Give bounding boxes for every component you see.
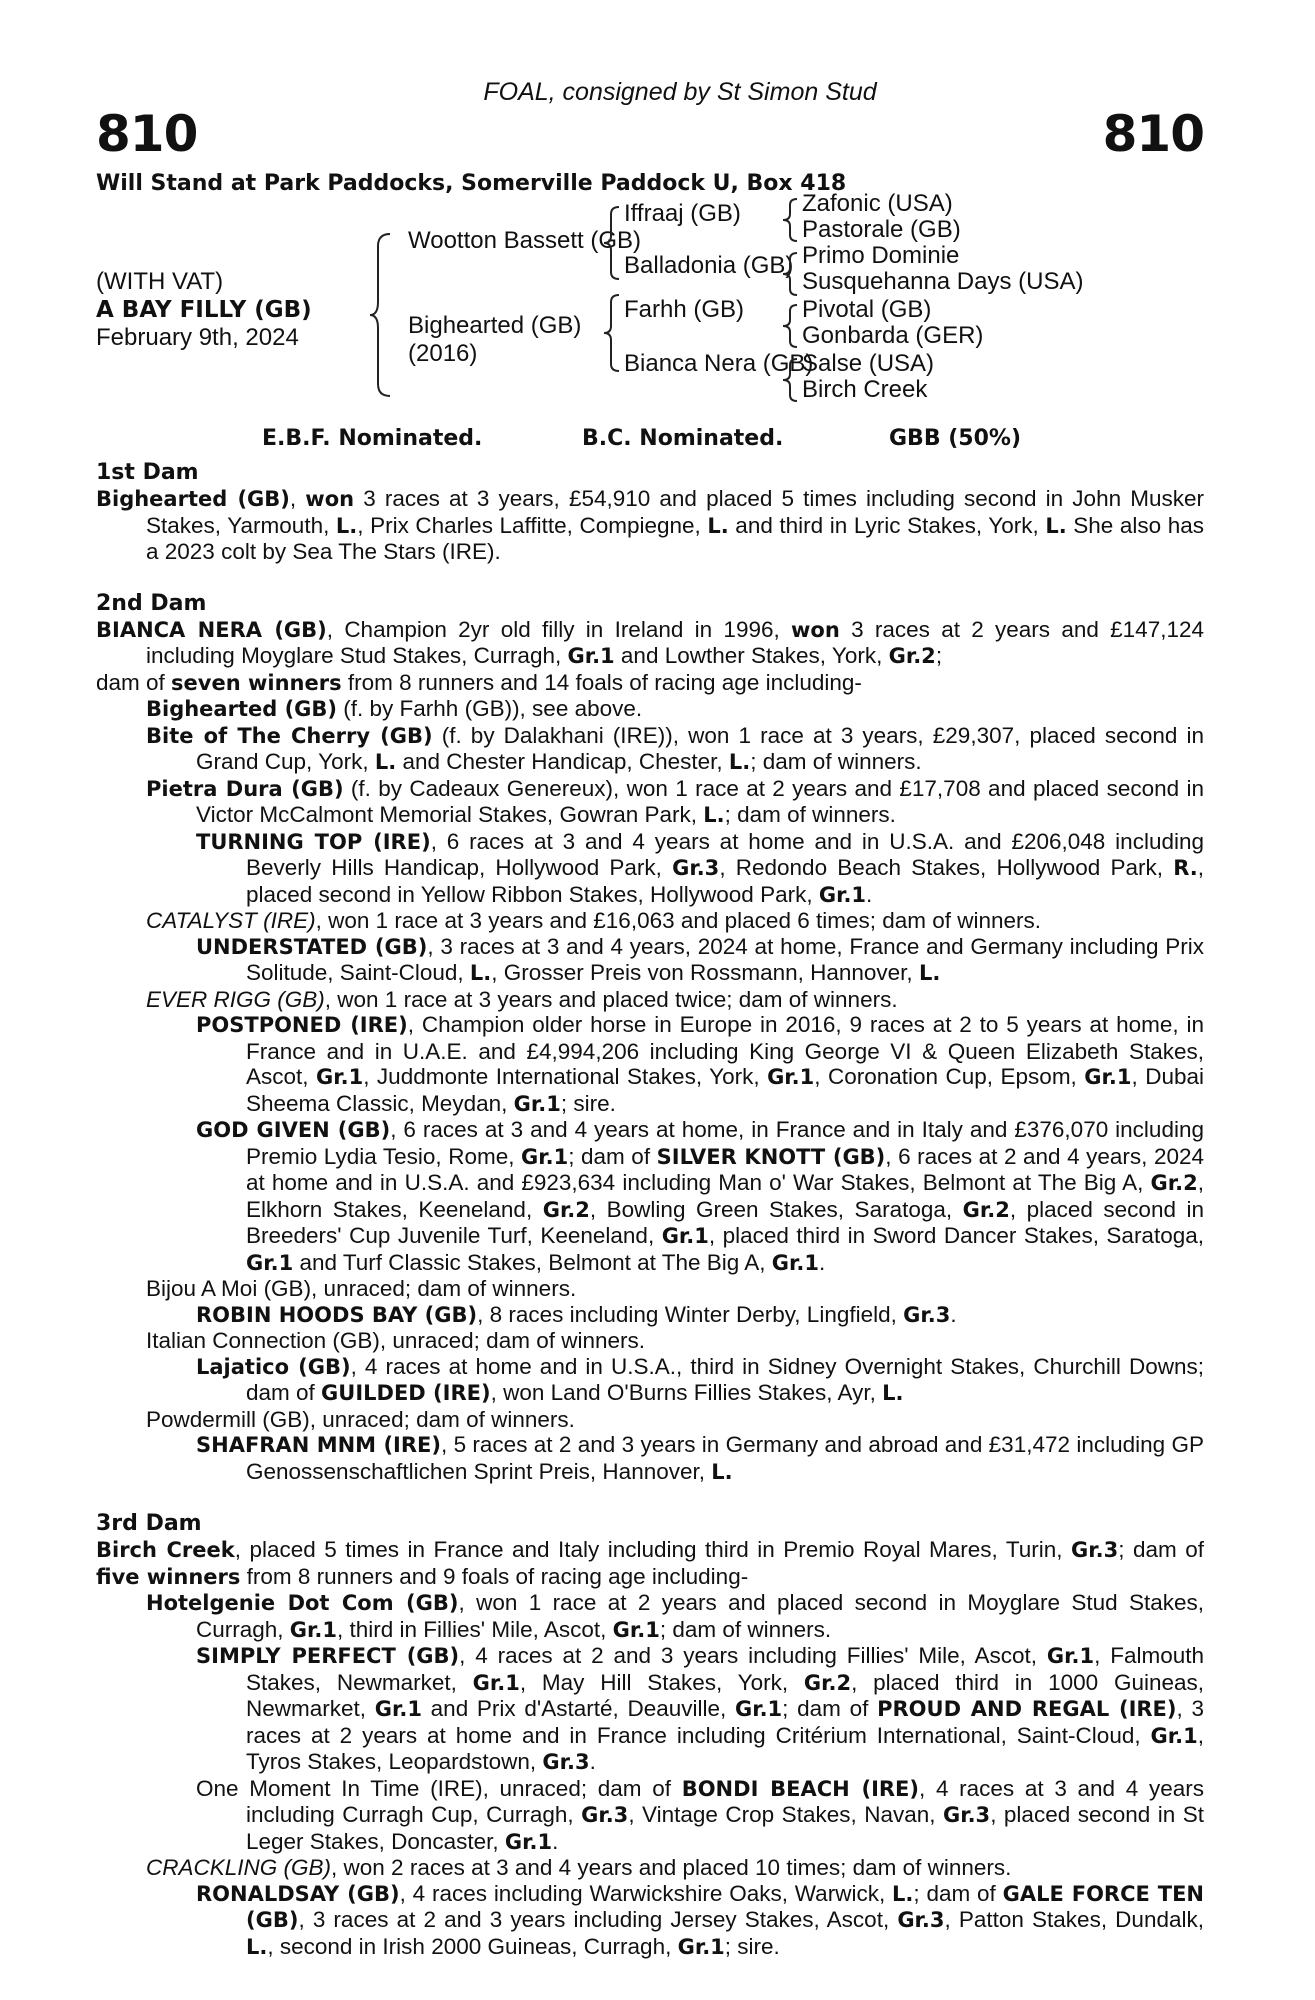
produce-entry: UNDERSTATED (GB), 3 races at 3 and 4 years, 2024 at home, France and Germany including Prix Solitude, Saint-Cloud, L., Grosser Preis von Rossmann, Hannover, L. bbox=[196, 933, 1204, 985]
produce-entry: CATALYST (IRE), won 1 race at 3 years and £16,063 and placed 6 times; dam of winners. bbox=[146, 908, 1042, 933]
lot-number-right: 810 bbox=[1102, 105, 1204, 163]
nominations-row bbox=[96, 426, 1204, 456]
brace-dam bbox=[601, 292, 623, 374]
produce-entry: Lajatico (GB), 4 races at home and in U.S.A., third in Sidney Overnight Stakes, Churchill Downs; dam of GUILDED (IRE), won Land O'Burns Fillies Stakes, Ayr, L. bbox=[196, 1353, 1204, 1405]
produce-entry: POSTPONED (IRE), Champion older horse in Europe in 2016, 9 races at 2 to 5 years at home, in France and in U.A.E. and £4,994,206 including King George VI & Queen Elizabeth Stakes, Ascot, Gr.1, Juddmonte International Stakes, York, Gr.1, Coronation Cup, Epsom, Gr.1, Dubai Sheema Classic, Meydan, Gr.1; sire. bbox=[196, 1012, 1204, 1116]
sire-dam: Balladonia (GB) bbox=[624, 252, 794, 279]
produce-entry: ROBIN HOODS BAY (GB), 8 races including Winter Derby, Lingfield, Gr.3. bbox=[196, 1301, 957, 1327]
vat-note: (WITH VAT) bbox=[96, 268, 224, 295]
stabling-location: Will Stand at Park Paddocks, Somerville Paddock U, Box 418 bbox=[96, 171, 847, 196]
ancestor-zafonic: Zafonic (USA) bbox=[802, 190, 953, 217]
brace-main bbox=[368, 230, 398, 400]
produce-entry: Bijou A Moi (GB), unraced; dam of winners. bbox=[146, 1276, 577, 1301]
lot-number-left: 810 bbox=[96, 105, 198, 163]
produce-entry: Bighearted (GB) (f. by Farhh (GB)), see above. bbox=[146, 696, 643, 721]
produce-entry: Bite of The Cherry (GB) (f. by Dalakhani (IRE)), won 1 race at 3 years, £29,307, placed second in Grand Cup, York, L. and Chester Handicap, Chester, L.; dam of winners. bbox=[146, 722, 1204, 774]
ancestor-birch-creek: Birch Creek bbox=[802, 376, 928, 403]
produce-entry: Italian Connection (GB), unraced; dam of winners. bbox=[146, 1328, 645, 1353]
section-third-dam: 3rd Dam bbox=[96, 1511, 202, 1536]
horse-name: A BAY FILLY (GB) bbox=[96, 297, 312, 323]
first-dam-paragraph: Bighearted (GB), won 3 races at 3 years, £54,910 and placed 5 times including second in John Musker Stakes, Yarmouth, L., Prix Charles Laffitte, Compiegne, L. and third in Lyric Stakes, York, L. She also has a 2023 colt by Sea The Stars (IRE). bbox=[96, 486, 1204, 564]
produce-entry: TURNING TOP (IRE), 6 races at 3 and 4 years at home and in U.S.A. and £206,048 including Beverly Hills Handicap, Hollywood Park, Gr.3, Redondo Beach Stakes, Hollywood Park, R., placed second in Yellow Ribbon Stakes, Hollywood Park, Gr.1. bbox=[196, 828, 1204, 907]
lot-number-row bbox=[96, 105, 1204, 167]
pedigree-table bbox=[96, 190, 1204, 420]
third-dam-paragraph: Birch Creek, placed 5 times in France and Italy including third in Premio Royal Mares, Turin, Gr.3; dam of five winners from 8 runners and 9 foals of racing age including- bbox=[96, 1537, 1204, 1589]
produce-entry: GOD GIVEN (GB), 6 races at 3 and 4 years at home, in France and in Italy and £376,070 including Premio Lydia Tesio, Rome, Gr.1; dam of SILVER KNOTT (GB), 6 races at 2 and 4 years, 2024 at home and in U.S.A. and £923,634 including Man o' War Stakes, Belmont at The Big A, Gr.2, Elkhorn Stakes, Keeneland, Gr.2, Bowling Green Stakes, Saratoga, Gr.2, placed second in Breeders' Cup Juvenile Turf, Keeneland, Gr.1, placed third in Sword Dancer Stakes, Saratoga, Gr.1 and Turf Classic Stakes, Belmont at The Big A, Gr.1. bbox=[196, 1117, 1205, 1275]
produce-entry: CRACKLING (GB), won 2 races at 3 and 4 years and placed 10 times; dam of winners. bbox=[146, 1855, 1012, 1880]
sire-sire: Iffraaj (GB) bbox=[624, 200, 741, 227]
dam-year: (2016) bbox=[408, 340, 478, 367]
consignor-line: FOAL, consigned by St Simon Stud bbox=[483, 78, 877, 106]
produce-entry: SIMPLY PERFECT (GB), 4 races at 2 and 3 years including Fillies' Mile, Ascot, Gr.1, Falmouth Stakes, Newmarket, Gr.1, May Hill Stakes, York, Gr.2, placed third in 1000 Guineas, Newmarket, Gr.1 and Prix d'Astarté, Deauville, Gr.1; dam of PROUD AND REGAL (IRE), 3 races at 2 years at home and in France including Critérium International, Saint-Cloud, Gr.1, Tyros Stakes, Leopardstown, Gr.3. bbox=[196, 1643, 1205, 1774]
second-dam-produce-summary: dam of seven winners from 8 runners and 14 foals of racing age including- bbox=[96, 669, 862, 695]
produce-entry: RONALDSAY (GB), 4 races including Warwickshire Oaks, Warwick, L.; dam of GALE FORCE TEN (GB), 3 races at 2 and 3 years including Jersey Stakes, Ascot, Gr.3, Patton Stakes, Dundalk, L., second in Irish 2000 Guineas, Curragh, Gr.1; sire. bbox=[196, 1880, 1204, 1959]
produce-entry: EVER RIGG (GB), won 1 race at 3 years and placed twice; dam of winners. bbox=[146, 986, 898, 1012]
gbb-status: GBB (50%) bbox=[889, 426, 1022, 451]
ancestor-primo-dominie: Primo Dominie bbox=[802, 242, 960, 269]
foaling-date: February 9th, 2024 bbox=[96, 324, 299, 351]
brace-g2 bbox=[779, 250, 801, 298]
produce-entry: Powdermill (GB), unraced; dam of winners. bbox=[146, 1406, 575, 1432]
produce-entry: SHAFRAN MNM (IRE), 5 races at 2 and 3 years in Germany and abroad and £31,472 including GP Genossenschaftlichen Sprint Preis, Hannover, L. bbox=[196, 1432, 1204, 1484]
dam-sire: Farhh (GB) bbox=[624, 296, 745, 323]
sire: Wootton Bassett (GB) bbox=[408, 227, 641, 254]
section-second-dam: 2nd Dam bbox=[96, 590, 207, 616]
horse-identity bbox=[96, 268, 312, 352]
brace-g1 bbox=[779, 196, 801, 244]
bc-nomination: B.C. Nominated. bbox=[582, 426, 784, 451]
brace-sire bbox=[601, 204, 623, 282]
section-first-dam: 1st Dam bbox=[96, 460, 199, 485]
brace-g4 bbox=[779, 356, 801, 404]
ebf-nomination: E.B.F. Nominated. bbox=[262, 426, 483, 451]
ancestor-pastorale: Pastorale (GB) bbox=[802, 216, 961, 243]
dam-dam: Bianca Nera (GB) bbox=[624, 350, 814, 377]
ancestor-susquehanna-days: Susquehanna Days (USA) bbox=[802, 268, 1084, 295]
produce-entry: Hotelgenie Dot Com (GB), won 1 race at 2 years and placed second in Moyglare Stud Stakes, Curragh, Gr.1, third in Fillies' Mile, Ascot, Gr.1; dam of winners. bbox=[146, 1590, 1204, 1642]
ancestor-pivotal: Pivotal (GB) bbox=[802, 296, 932, 323]
second-dam-paragraph: BIANCA NERA (GB), Champion 2yr old filly in Ireland in 1996, won 3 races at 2 years and £147,124 including Moyglare Stud Stakes, Curragh, Gr.1 and Lowther Stakes, York, Gr.2; bbox=[96, 616, 1204, 668]
ancestor-gonbarda: Gonbarda (GER) bbox=[802, 322, 984, 349]
produce-entry: Pietra Dura (GB) (f. by Cadeaux Genereux), won 1 race at 2 years and £17,708 and placed second in Victor McCalmont Memorial Stakes, Gowran Park, L.; dam of winners. bbox=[146, 775, 1204, 827]
brace-g3 bbox=[779, 302, 801, 350]
produce-entry: One Moment In Time (IRE), unraced; dam of BONDI BEACH (IRE), 4 races at 3 and 4 years including Curragh Cup, Curragh, Gr.3, Vintage Crop Stakes, Navan, Gr.3, placed second in St Leger Stakes, Doncaster, Gr.1. bbox=[196, 1775, 1204, 1854]
catalogue-page bbox=[96, 78, 1204, 1960]
ancestor-salse: Salse (USA) bbox=[802, 350, 935, 377]
dam: Bighearted (GB) bbox=[408, 312, 582, 339]
